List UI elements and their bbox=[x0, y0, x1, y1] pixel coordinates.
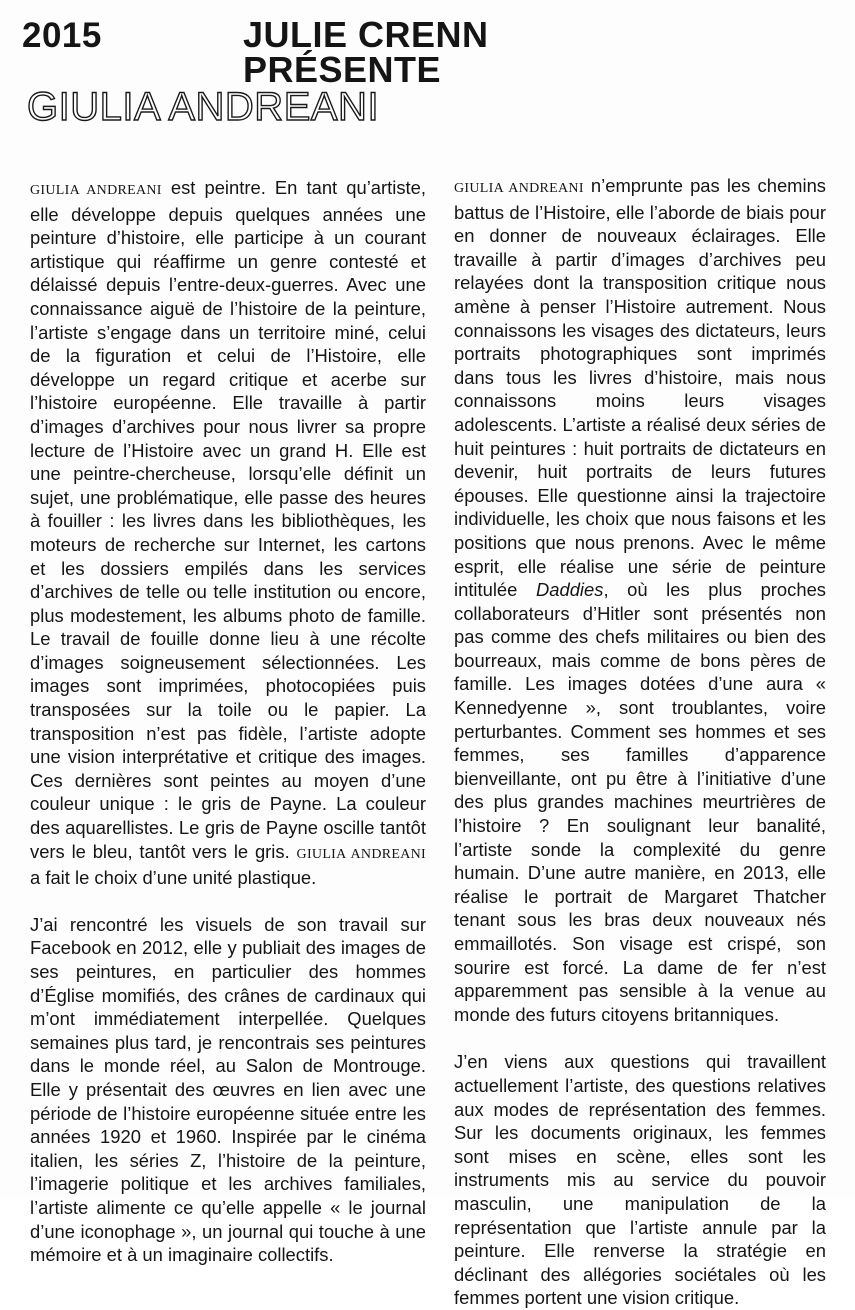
right-paragraph-1-text-b: , où les plus proches collaborateurs d’Hitler sont présentés non pas comme des chefs militaires ou bien des bourreaux, mais comme de bons pères de famille. Les images dotées d’une aura « Kennedyenne », sont troublantes, voire perturbantes. Comment ses hommes et ses femmes, ses familles d’apparence bienveillante, ont pu être à l’initiative d’une des plus grandes machines meurtrières de l’histoire ? En soulignant leur banalité, l’artiste sonde la complexité du genre humain. D’une autre manière, en 2013, elle réalise le portrait de Margaret Thatcher tenant sous les bras deux nouveaux nés emmaillotés. Son visage est crispé, son sourire est forcé. La dame de fer n’est apparemment pas sensible à la venue au monde des futurs citoyens britanniques. bbox=[454, 579, 826, 1025]
artist-name-inline: GIULIA ANDREANI bbox=[30, 183, 162, 198]
presents-label: PRÉSENTE bbox=[243, 49, 442, 90]
artist-name-inline: GIULIA ANDREANI bbox=[296, 846, 427, 862]
curator-heading bbox=[243, 14, 489, 90]
right-paragraph-1 bbox=[454, 174, 826, 1026]
series-title: Daddies bbox=[535, 579, 604, 601]
right-paragraph-1-text-a: n’emprunte pas les chemins battus de l’Histoire, elle l’aborde de biais pour en donner de nouveaux éclairages. Elle travaille à partir d’images d’archives peu relayées dont la transposition critique nous amène à penser l’Histoire autrement. Nous connaissons les visages des dictateurs, leurs portraits photographiques sont imprimés dans tous les livres d’histoire, mais nous connaissons moins leurs visages adolescents. L’artiste a réalisé deux séries de huit peintures : huit portraits de dictateurs en devenir, huit portraits de leurs futures épouses. Elle questionne ainsi la trajectoire individuelle, les choix que nous faisons et les positions que nous prenons. Avec le même esprit, elle réalise une série de peinture intitulée bbox=[454, 175, 826, 601]
year-heading: 2015 bbox=[22, 16, 102, 55]
curator-name: JULIE CRENN bbox=[243, 14, 489, 55]
left-column bbox=[30, 176, 426, 1267]
left-paragraph-1 bbox=[30, 176, 426, 890]
artist-name-heading: GIULIA ANDREANI bbox=[27, 85, 380, 129]
left-paragraph-1-text-a: est peintre. En tant qu’artiste, elle développe depuis quelques années une peinture d’histoire, elle participe à un courant artistique qui réaffirme un genre contesté et délaissé depuis l’entre-deux-guerres. Avec une connaissance aiguë de l’histoire de la peinture, l’artiste s’engage dans un territoire miné, celui de la figuration et celui de l’Histoire, elle développe un regard critique et acerbe sur l’histoire européenne. Elle travaille à partir d’images d’archives pour nous livrer sa propre lecture de l’Histoire avec un grand H. Elle est une peintre-chercheuse, lorsqu’elle définit un sujet, une problématique, elle passe des heures à fouiller : les livres dans les bibliothèques, les moteurs de recherche sur Internet, les cartons et les dossiers empilés dans les services d’archives de telle ou telle institution ou encore, plus modestement, les albums photo de famille. Le travail de fouille donne lieu à une récolte d’images soigneusement sélectionnées. Les images sont imprimées, photocopiées puis transposées sur la toile ou le papier. La transposition n’est pas fidèle, l’artiste adopte une vision interprétative et critique des images. Ces dernières sont peintes au moyen d’une couleur unique : le gris de Payne. La couleur des aquarellistes. Le gris de Payne oscille tantôt vers le bleu, tantôt vers le gris. bbox=[30, 177, 426, 862]
left-paragraph-1-text-b: a fait le choix d’une unité plastique. bbox=[30, 867, 317, 889]
left-paragraph-2: J’ai rencontré les visuels de son travail sur Facebook en 2012, elle y publiait des images de ses peintures, en particulier des hommes d’Église momifiés, des crânes de cardinaux qui m’ont immédiatement interpellée. Quelques semaines plus tard, je rencontrais ses peintures dans le monde réel, au Salon de Montrouge. Elle y présentait des œuvres en lien avec une période de l’histoire européenne située entre les années 1920 et 1960. Inspirée par le cinéma italien, les séries Z, l’histoire de la peinture, l’imagerie politique et les archives familiales, l’artiste alimente ce qu’elle appelle « le journal d’une iconophage », un journal qui touche à une mémoire et à un imaginaire collectifs. bbox=[30, 913, 426, 1266]
artist-name-inline: GIULIA ANDREANI bbox=[454, 181, 584, 196]
right-column bbox=[454, 174, 826, 1310]
right-paragraph-2: J’en viens aux questions qui travaillent actuellement l’artiste, des questions relatives aux modes de représentation des femmes. Sur les documents originaux, les femmes sont mises en scène, elles sont les instruments mis au service du pouvoir masculin, une manipulation de la représentation que l’artiste annule par la peinture. Elle renverse la stratégie en déclinant des allégories sociétales où les femmes portent une vision critique. bbox=[454, 1051, 826, 1309]
